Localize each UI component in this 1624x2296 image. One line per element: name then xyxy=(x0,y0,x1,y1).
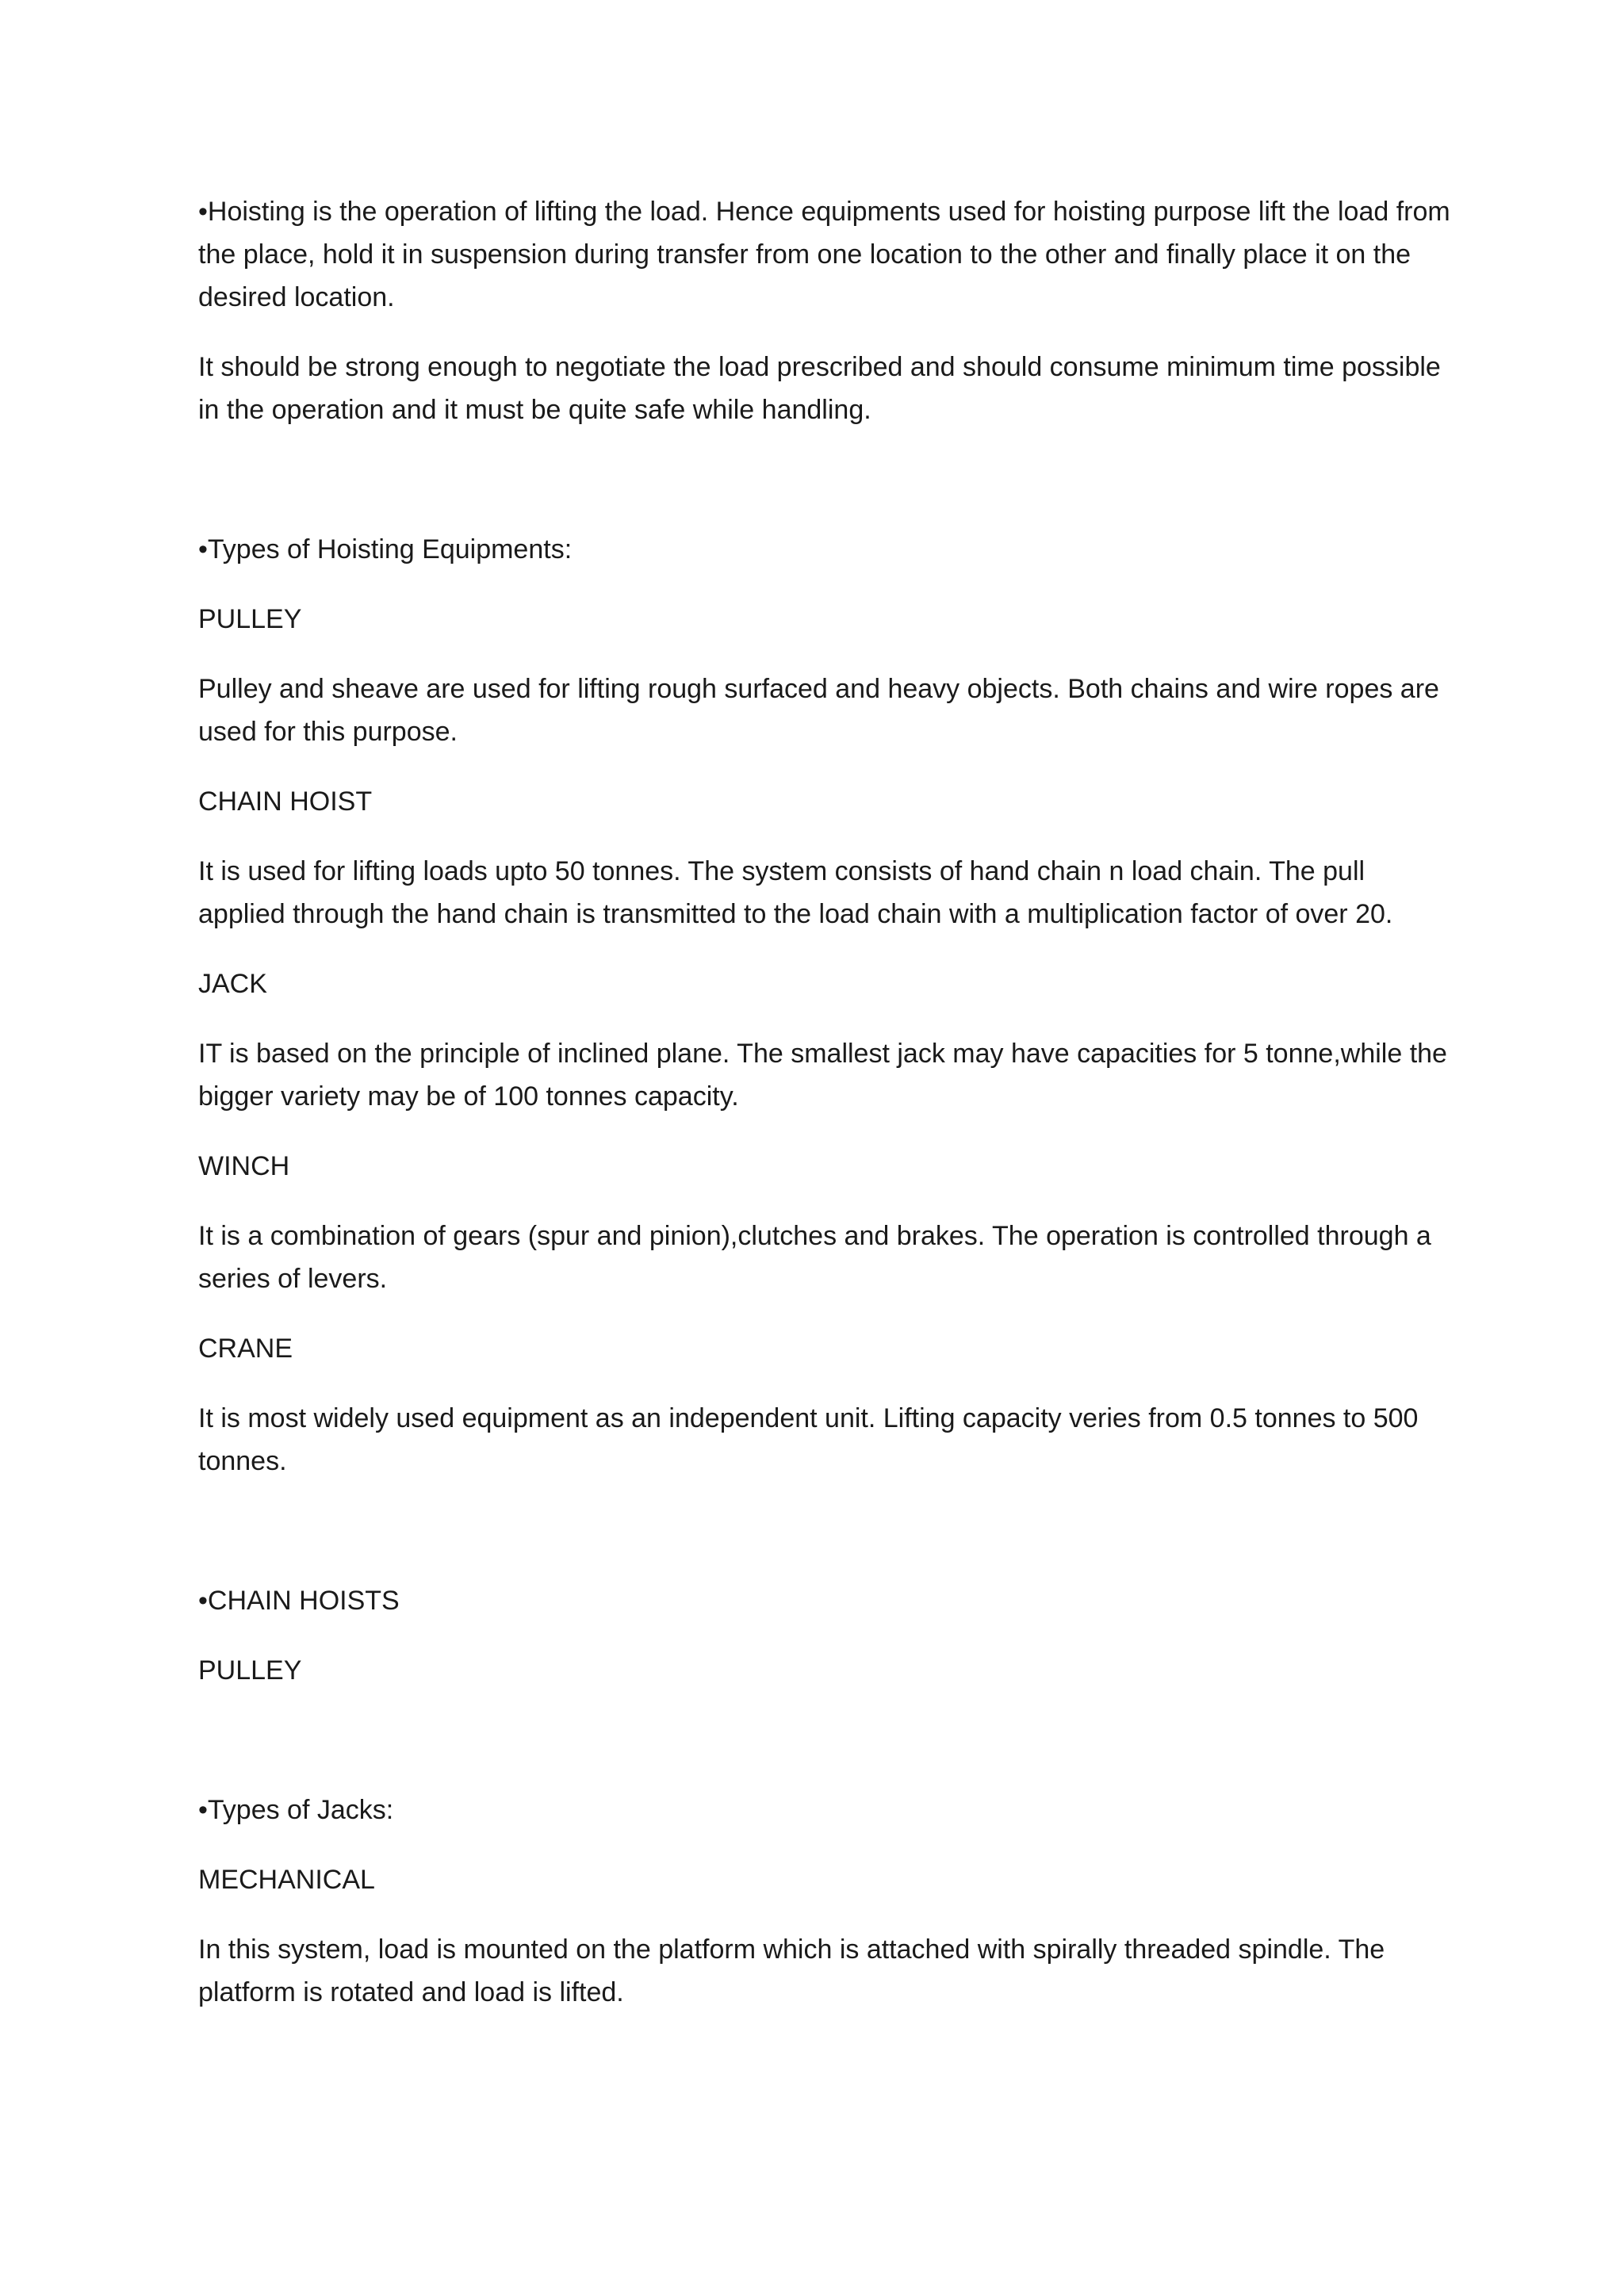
chain-hoist-heading: CHAIN HOIST xyxy=(198,786,373,817)
section-spacer xyxy=(198,1510,1451,1579)
pulley-description: Pulley and sheave are used for lifting rough surfaced and heavy objects. Both chains and wire ropes are used for this purpose. xyxy=(198,674,1439,747)
winch-description: It is a combination of gears (spur and pinion),clutches and brakes. The operation is controlled through a series of levers. xyxy=(198,1221,1431,1294)
types-of-jacks-heading: •Types of Jacks: xyxy=(198,1795,394,1825)
chain-hoist-description: It is used for lifting loads upto 50 tonnes. The system consists of hand chain n load chain. The pull applied through the hand chain is transmitted to the load chain with a multiplication factor of over 20. xyxy=(198,856,1393,929)
section-spacer xyxy=(198,1719,1451,1789)
pulley-heading: PULLEY xyxy=(198,604,302,634)
winch-heading: WINCH xyxy=(198,1151,290,1181)
chain-hoists-heading: •CHAIN HOISTS xyxy=(198,1586,400,1616)
types-of-hoisting-heading: •Types of Hoisting Equipments: xyxy=(198,534,573,564)
section-spacer xyxy=(198,458,1451,528)
mechanical-heading: MECHANICAL xyxy=(198,1865,375,1895)
crane-heading: CRANE xyxy=(198,1334,293,1364)
strength-requirement-paragraph: It should be strong enough to negotiate the load prescribed and should consume minimum time possible in the operation and it must be quite safe while handling. xyxy=(198,352,1441,425)
jack-description: IT is based on the principle of inclined plane. The smallest jack may have capacities for 5 tonne,while the bigger variety may be of 100 tonnes capacity. xyxy=(198,1039,1447,1112)
jack-heading: JACK xyxy=(198,969,267,999)
crane-description: It is most widely used equipment as an independent unit. Lifting capacity veries from 0.5 tonnes to 500 tonnes. xyxy=(198,1403,1419,1476)
document-body xyxy=(198,190,1451,2041)
intro-hoisting-paragraph: •Hoisting is the operation of lifting the load. Hence equipments used for hoisting purpose lift the load from the place, hold it in suspension during transfer from one location to the other and finally place it on the desired location. xyxy=(198,197,1450,312)
mechanical-description: In this system, load is mounted on the platform which is attached with spirally threaded spindle. The platform is rotated and load is lifted. xyxy=(198,1934,1385,2007)
pulley-subheading: PULLEY xyxy=(198,1655,302,1686)
